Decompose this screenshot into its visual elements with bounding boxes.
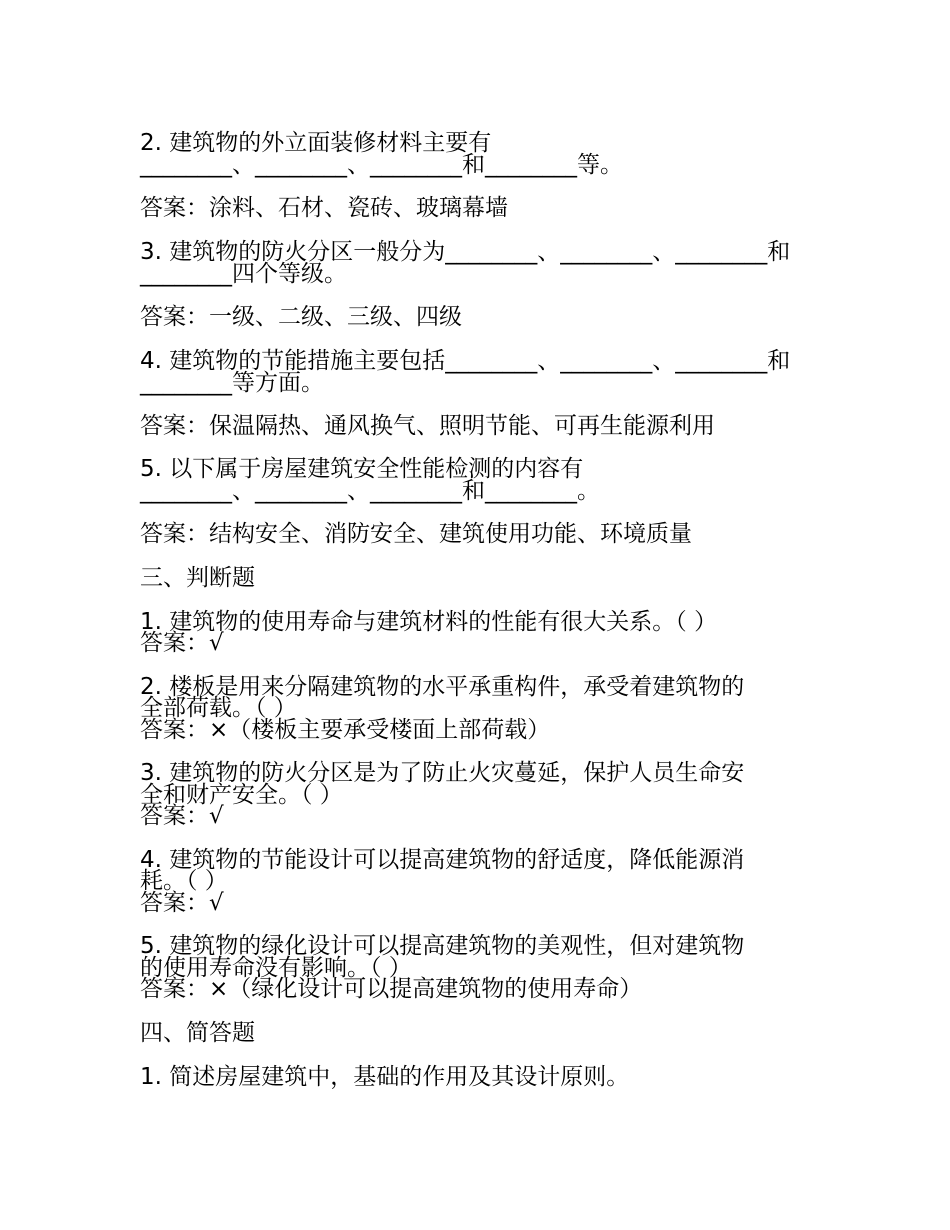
judgement-question-4-line-2: 耗。（ ） (140, 868, 228, 894)
judgement-question-5-line-2: 的使用寿命没有影响。（ ） (140, 955, 412, 981)
section-heading-short-answer: 四、简答题 (140, 1020, 255, 1046)
judgement-question-3-answer: 答案：√ (140, 803, 224, 829)
judgement-question-1-line-1: 1. 建筑物的使用寿命与建筑材料的性能有很大关系。（ ） (140, 609, 718, 635)
judgement-question-2-line-1: 2. 楼板是用来分隔建筑物的水平承重构件，承受着建筑物的 (140, 674, 745, 700)
short-answer-question-1: 1. 简述房屋建筑中，基础的作用及其设计原则。 (140, 1064, 630, 1090)
fill-question-2-answer: 答案：涂料、石材、瓷砖、玻璃幕墙 (140, 195, 508, 221)
judgement-question-3-line-2: 全和财产安全。（ ） (140, 782, 343, 808)
judgement-question-5-line-1: 5. 建筑物的绿化设计可以提高建筑物的美观性，但对建筑物 (140, 933, 745, 959)
fill-question-4-line-1: 4. 建筑物的节能措施主要包括________、________、________和 (140, 348, 791, 374)
judgement-question-5-answer: 答案：×（绿化设计可以提高建筑物的使用寿命） (140, 976, 643, 1002)
fill-question-2-line-2: ________、________、________和________等。 (140, 152, 623, 178)
fill-question-5-line-1: 5. 以下属于房屋建筑安全性能检测的内容有 (140, 456, 584, 482)
judgement-question-1-answer: 答案：√ (140, 630, 224, 656)
fill-question-4-line-2: ________等方面。 (140, 370, 324, 396)
fill-question-3-line-2: ________四个等级。 (140, 261, 347, 287)
fill-question-3-line-1: 3. 建筑物的防火分区一般分为________、________、________和 (140, 239, 791, 265)
fill-question-3-answer: 答案：一级、二级、三级、四级 (140, 304, 462, 330)
fill-question-4-answer: 答案：保温隔热、通风换气、照明节能、可再生能源利用 (140, 413, 715, 439)
section-heading-judgement: 三、判断题 (140, 565, 255, 591)
judgement-question-2-line-2: 全部荷载。（ ） (140, 695, 297, 721)
fill-question-2-line-1: 2. 建筑物的外立面装修材料主要有 (140, 130, 492, 156)
judgement-question-3-line-1: 3. 建筑物的防火分区是为了防止火灾蔓延，保护人员生命安 (140, 760, 745, 786)
judgement-question-2-answer: 答案：×（楼板主要承受楼面上部荷载） (140, 717, 551, 743)
fill-question-5-answer: 答案：结构安全、消防安全、建筑使用功能、环境质量 (140, 521, 692, 547)
judgement-question-4-line-1: 4. 建筑物的节能设计可以提高建筑物的舒适度，降低能源消 (140, 847, 745, 873)
judgement-question-4-answer: 答案：√ (140, 890, 224, 916)
fill-question-5-line-2: ________、________、________和________。 (140, 478, 600, 504)
